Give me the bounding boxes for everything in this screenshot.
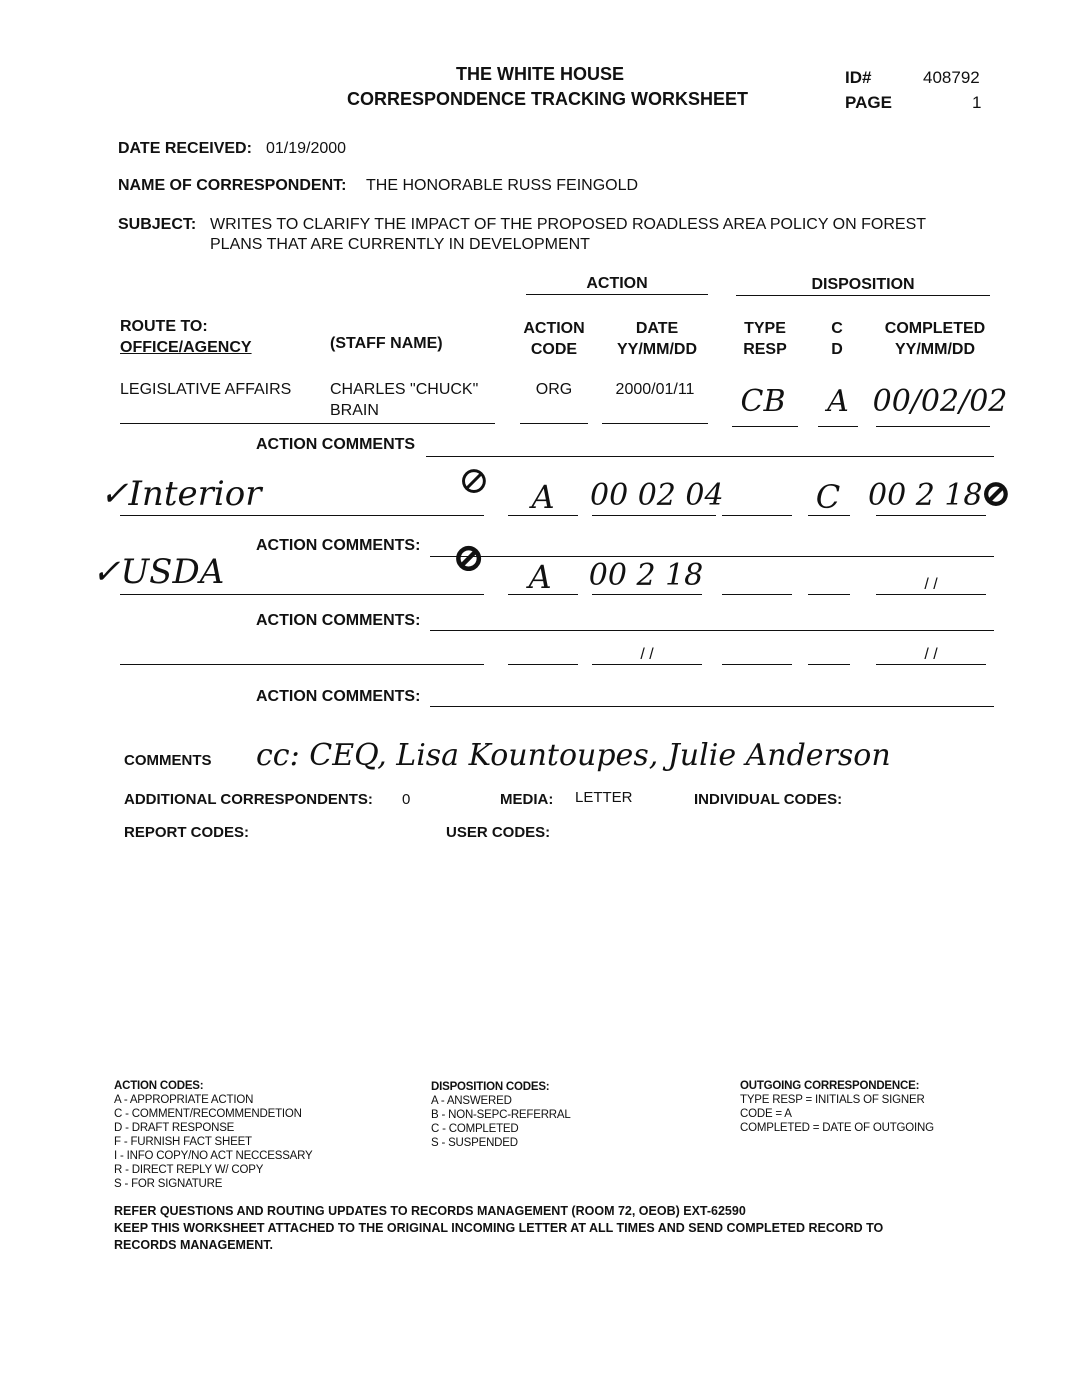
subject-line-2: PLANS THAT ARE CURRENTLY IN DEVELOPMENT <box>210 236 590 253</box>
disposition-code-item: S - SUSPENDED <box>431 1137 518 1149</box>
disposition-header-underline <box>736 295 990 296</box>
completed-header-2: YY/MM/DD <box>895 341 975 358</box>
route-office-line <box>120 423 495 424</box>
action-comments-line-4 <box>430 706 994 707</box>
route-date: 2000/01/11 <box>615 381 695 398</box>
action-code-item: F - FURNISH FACT SHEET <box>114 1136 252 1148</box>
action-code-item: S - FOR SIGNATURE <box>114 1178 223 1190</box>
outgoing-item: COMPLETED = DATE OF OUTGOING <box>740 1122 934 1134</box>
cd-header-2: D <box>831 341 843 358</box>
row3-completed-line <box>876 664 986 665</box>
handwritten-date-2: 00 2 18 <box>588 558 704 593</box>
handwritten-mark-2: ⊘ <box>452 534 486 581</box>
outgoing-item: CODE = A <box>740 1108 792 1120</box>
row3-code-line <box>508 664 578 665</box>
row3-date-blank: / / <box>640 646 654 663</box>
row2-office-line <box>120 594 484 595</box>
action-code-item: I - INFO COPY/NO ACT NECCESSARY <box>114 1150 313 1162</box>
action-code-item: A - APPROPRIATE ACTION <box>114 1094 254 1106</box>
action-comments-label-4: ACTION COMMENTS: <box>256 688 421 705</box>
row3-type-line <box>722 664 792 665</box>
route-action-code: ORG <box>535 381 573 398</box>
row3-cd-line <box>808 664 850 665</box>
disposition-codes-legend <box>431 1080 571 1150</box>
action-comments-line-3 <box>430 630 994 631</box>
route-completed-line <box>876 426 990 427</box>
outgoing-title: OUTGOING CORRESPONDENCE: <box>740 1080 920 1092</box>
type-header-2: RESP <box>743 341 787 358</box>
row1-code-line <box>508 515 578 516</box>
header-title: THE WHITE HOUSE <box>455 64 624 84</box>
handwritten-code-2: A <box>528 558 552 596</box>
media-label: MEDIA: <box>500 791 554 808</box>
header-subtitle: CORRESPONDENCE TRACKING WORKSHEET <box>346 89 749 109</box>
action-code-header-1: ACTION <box>523 320 585 337</box>
action-code-item: R - DIRECT REPLY W/ COPY <box>114 1164 264 1176</box>
handwritten-mark-1b: ⊘ <box>980 470 1012 515</box>
outgoing-legend <box>740 1079 934 1135</box>
comments-handwritten: cc: CEQ, Lisa Kountoupes, Julie Anderson <box>256 738 891 773</box>
row2-type-line <box>722 594 792 595</box>
disposition-code-item: B - NON-SEPC-REFERRAL <box>431 1109 571 1121</box>
action-code-header-2: CODE <box>530 341 578 358</box>
correspondent-value: THE HONORABLE RUSS FEINGOLD <box>366 177 639 194</box>
subject-label: SUBJECT: <box>118 216 197 233</box>
row2-code-line <box>508 594 578 595</box>
handwritten-office-2: ✓USDA <box>92 552 225 592</box>
type-header-1: TYPE <box>744 320 786 337</box>
user-codes-label: USER CODES: <box>446 824 551 841</box>
footer-note-2: KEEP THIS WORKSHEET ATTACHED TO THE ORIGINAL INCOMING LETTER AT ALL TIMES AND SEND COMPLETED RECORD TO <box>114 1221 884 1235</box>
route-cd: A <box>827 384 849 419</box>
action-comments-label-1: ACTION COMMENTS <box>256 436 416 453</box>
row2-date-line <box>592 594 702 595</box>
row1-type-line <box>722 515 792 516</box>
handwritten-completed-1: 00 2 18 <box>868 478 983 513</box>
route-type-line <box>732 426 798 427</box>
row1-office-line <box>120 515 484 516</box>
route-code-line <box>520 423 588 424</box>
disposition-code-item: C - COMPLETED <box>431 1123 519 1135</box>
correspondent-label: NAME OF CORRESPONDENT: <box>118 177 347 194</box>
action-header: ACTION <box>586 275 648 292</box>
route-date-line <box>602 423 708 424</box>
date-received-label: DATE RECEIVED: <box>118 140 252 157</box>
page-value: 1 <box>972 93 982 112</box>
action-comments-label-3: ACTION COMMENTS: <box>256 612 421 629</box>
row2-completed-line <box>876 594 986 595</box>
route-type-resp: CB <box>740 384 786 419</box>
route-completed: 00/02/02 <box>872 384 1008 419</box>
comments-label: COMMENTS <box>124 752 212 769</box>
route-staff-line-1: CHARLES "CHUCK" <box>330 381 479 398</box>
row1-completed-line <box>876 515 986 516</box>
id-value: 408792 <box>923 68 980 87</box>
id-label: ID# <box>845 68 872 87</box>
media-value: LETTER <box>575 789 633 806</box>
action-comments-line-2 <box>430 556 994 557</box>
footer-note-3: RECORDS MANAGEMENT. <box>114 1238 274 1252</box>
outgoing-item: TYPE RESP = INITIALS OF SIGNER <box>740 1094 925 1106</box>
office-agency-header: OFFICE/AGENCY <box>120 339 252 356</box>
action-code-item: C - COMMENT/RECOMMENDETION <box>114 1108 302 1120</box>
action-header-underline <box>526 294 708 295</box>
handwritten-cd-1: C <box>815 478 841 516</box>
row3-office-line <box>120 664 484 665</box>
disposition-codes-title: DISPOSITION CODES: <box>431 1081 550 1093</box>
footer-note-1: REFER QUESTIONS AND ROUTING UPDATES TO RECORDS MANAGEMENT (ROOM 72, OEOB) EXT-62590 <box>114 1204 746 1218</box>
row1-cd-line <box>808 515 850 516</box>
action-comments-line-1 <box>426 456 994 457</box>
page-label: PAGE <box>845 93 892 112</box>
cd-header-1: C <box>831 320 843 337</box>
date-received-value: 01/19/2000 <box>266 140 347 157</box>
additional-correspondents-value: 0 <box>402 791 411 808</box>
disposition-header: DISPOSITION <box>811 276 915 293</box>
completed-header-1: COMPLETED <box>884 320 986 337</box>
route-staff-line-2: BRAIN <box>330 402 379 419</box>
action-codes-legend <box>114 1079 313 1191</box>
action-codes-title: ACTION CODES: <box>114 1080 204 1092</box>
row1-date-line <box>592 515 716 516</box>
handwritten-office-1: ✓Interior <box>100 474 262 514</box>
report-codes-label: REPORT CODES: <box>124 824 250 841</box>
row3-completed-blank: / / <box>924 646 938 663</box>
route-cd-line <box>818 426 858 427</box>
route-office: LEGISLATIVE AFFAIRS <box>120 381 292 398</box>
individual-codes-label: INDIVIDUAL CODES: <box>694 791 843 808</box>
date-header-2: YY/MM/DD <box>617 341 697 358</box>
staff-name-header: (STAFF NAME) <box>330 335 443 352</box>
row3-date-line <box>592 664 702 665</box>
date-header-1: DATE <box>635 320 679 337</box>
action-code-item: D - DRAFT RESPONSE <box>114 1122 235 1134</box>
subject-line-1: WRITES TO CLARIFY THE IMPACT OF THE PROPOSED ROADLESS AREA POLICY ON FOREST <box>210 216 927 233</box>
disposition-code-item: A - ANSWERED <box>431 1095 512 1107</box>
route-to-header: ROUTE TO: <box>120 318 208 335</box>
handwritten-mark-1: ⊘ <box>458 458 490 502</box>
action-comments-label-2: ACTION COMMENTS: <box>256 537 421 554</box>
handwritten-code-1: A <box>531 478 555 516</box>
row2-completed-blank: / / <box>924 576 938 593</box>
additional-correspondents-label: ADDITIONAL CORRESPONDENTS: <box>124 791 373 808</box>
row2-cd-line <box>808 594 850 595</box>
handwritten-date-1: 00 02 04 <box>590 478 724 513</box>
